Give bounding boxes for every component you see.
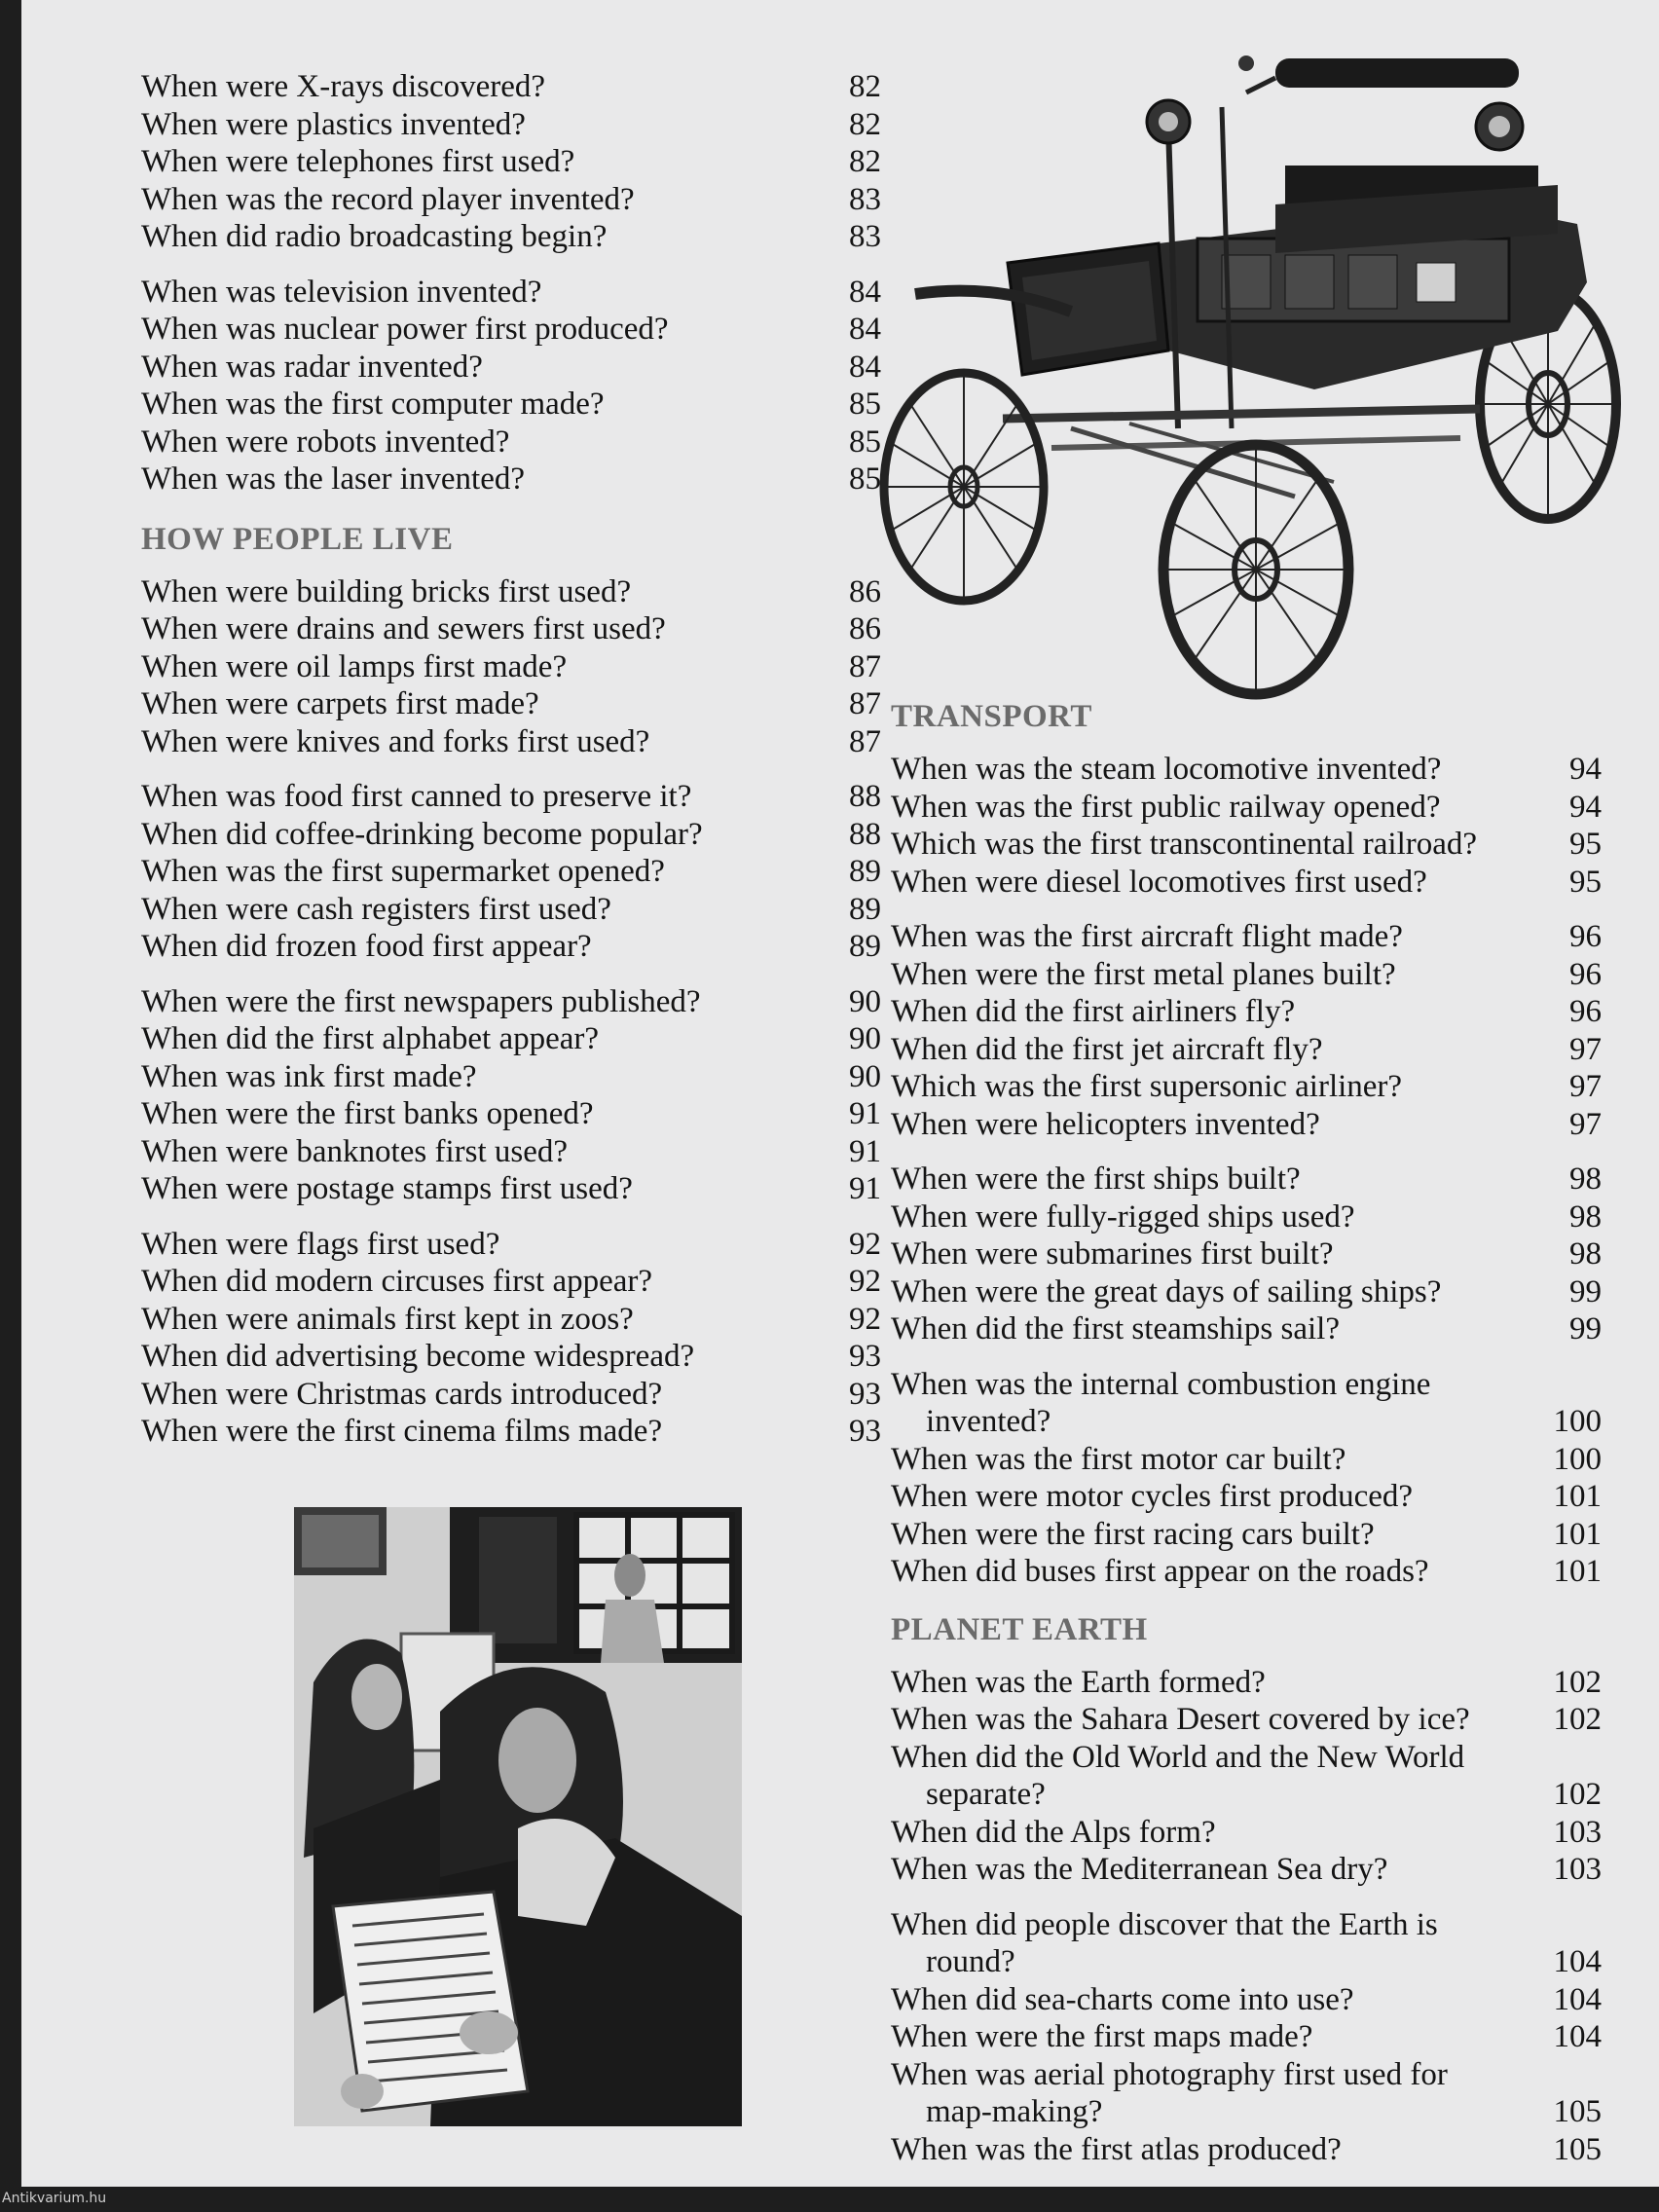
entry-question: When was the Mediterranean Sea dry? [891, 1852, 1388, 1887]
entry-page-number: 98 [1569, 1161, 1602, 1197]
contents-entry [141, 778, 881, 816]
contents-entry [141, 891, 881, 929]
entry-page-number: 101 [1553, 1516, 1602, 1552]
contents-entry [891, 864, 1602, 902]
entry-question: When was the first atlas produced? [891, 2131, 1342, 2167]
contents-entry [141, 648, 881, 686]
rear-big-wheel [1163, 445, 1348, 694]
entry-page-number: 85 [849, 424, 881, 460]
contents-entry [141, 349, 881, 387]
entry-question: When were building bricks first used? [141, 573, 632, 609]
contents-entry [891, 1031, 1602, 1069]
contents-group [891, 751, 1602, 901]
entry-question: When was the internal combustion engine [891, 1366, 1431, 1402]
entry-question: When were banknotes first used? [141, 1133, 569, 1169]
entry-question: When were animals first kept in zoos? [141, 1301, 634, 1337]
entry-page-number: 99 [1569, 1273, 1602, 1309]
entry-question: When were the first newspapers published? [141, 983, 701, 1019]
entry-page-number: 91 [849, 1133, 881, 1169]
entry-question: Which was the first supersonic airliner? [891, 1069, 1403, 1104]
contents-entry [141, 1170, 881, 1208]
contents-entry [891, 1981, 1602, 2019]
entry-question: When was the steam locomotive invented? [891, 752, 1442, 787]
section-heading-how-people-live: HOW PEOPLE LIVE [141, 521, 454, 557]
entry-page-number: 98 [1569, 1198, 1602, 1235]
entry-page-number: 92 [849, 1301, 881, 1337]
entry-page-number: 94 [1569, 789, 1602, 825]
entry-question: When did advertising become widespread? [141, 1339, 695, 1374]
entry-page-number: 102 [1553, 1702, 1602, 1737]
contents-entry [891, 1516, 1602, 1554]
contents-entry [891, 1906, 1602, 1981]
entry-page-number: 83 [849, 181, 881, 217]
contents-entry [141, 816, 881, 854]
entry-page-number: 97 [1569, 1069, 1602, 1104]
contents-group [141, 1226, 881, 1451]
entry-page-number: 93 [849, 1339, 881, 1374]
entry-page-number: 102 [1553, 1664, 1602, 1700]
contents-entry [141, 424, 881, 461]
entry-question: When were X-rays discovered? [141, 69, 546, 104]
contents-group [141, 573, 881, 761]
entry-page-number: 91 [849, 1096, 881, 1131]
contents-entry [891, 1739, 1602, 1814]
contents-group [891, 1366, 1602, 1591]
entry-question: When was the Earth formed? [891, 1664, 1266, 1700]
entry-question: When were helicopters invented? [891, 1106, 1320, 1142]
entry-page-number: 84 [849, 274, 881, 310]
entry-question: When were cash registers first used? [141, 891, 611, 927]
contents-entry [891, 2018, 1602, 2056]
entry-question: When was the first public railway opened? [891, 789, 1441, 825]
entry-question: When were fully-rigged ships used? [891, 1198, 1355, 1235]
contents-group [141, 274, 881, 498]
entry-question: When were motor cycles first produced? [891, 1479, 1414, 1514]
entry-page-number: 102 [1553, 1777, 1602, 1812]
entry-question: When was nuclear power first produced? [141, 312, 669, 347]
contents-entry [141, 610, 881, 648]
entry-page-number: 101 [1553, 1479, 1602, 1514]
entry-question-continuation: invented? [926, 1404, 1051, 1439]
entry-page-number: 88 [849, 816, 881, 852]
contents-entry [891, 1851, 1602, 1889]
entry-page-number: 82 [849, 144, 881, 179]
entry-question: When were robots invented? [141, 424, 510, 460]
entry-question: When were the first maps made? [891, 2019, 1313, 2054]
contents-entry [891, 789, 1602, 827]
contents-entry [141, 311, 881, 349]
contents-entry [891, 826, 1602, 864]
entry-page-number: 82 [849, 106, 881, 142]
contents-entry [891, 751, 1602, 789]
entry-question: When did frozen food first appear? [141, 929, 592, 964]
entry-page-number: 84 [849, 349, 881, 385]
entry-page-number: 104 [1553, 1944, 1602, 1979]
contents-group [141, 68, 881, 256]
entry-question: When did the Alps form? [891, 1814, 1216, 1850]
entry-page-number: 83 [849, 219, 881, 254]
contents-entry [141, 1376, 881, 1414]
contents-entry [141, 386, 881, 424]
entry-question: When was the first motor car built? [891, 1441, 1346, 1477]
contents-entry [891, 1235, 1602, 1273]
contents-entry [141, 143, 881, 181]
entry-page-number: 90 [849, 1021, 881, 1056]
entry-question: When was the record player invented? [141, 181, 635, 217]
entry-question: When were flags first used? [141, 1226, 500, 1262]
entry-page-number: 96 [1569, 919, 1602, 954]
contents-entry [891, 1161, 1602, 1198]
entry-question: When did modern circuses first appear? [141, 1264, 653, 1299]
entry-question: When were submarines first built? [891, 1236, 1334, 1272]
entry-page-number: 89 [849, 929, 881, 964]
front-wheel [884, 373, 1044, 601]
contents-entry [891, 1664, 1602, 1702]
entry-page-number: 87 [849, 648, 881, 684]
entry-question: When did sea-charts come into use? [891, 1981, 1354, 2017]
entry-question: When were oil lamps first made? [141, 648, 568, 684]
entry-question: When was the first computer made? [141, 387, 605, 422]
entry-question: When were the great days of sailing ships? [891, 1273, 1442, 1309]
contents-entry [141, 1263, 881, 1301]
contents-entry [891, 1198, 1602, 1236]
contents-entry [891, 2056, 1602, 2131]
entry-page-number: 93 [849, 1414, 881, 1449]
contents-entry [141, 274, 881, 312]
entry-question: When did coffee-drinking become popular? [141, 816, 703, 852]
entry-page-number: 92 [849, 1264, 881, 1299]
left-column [141, 68, 881, 1468]
entry-question-continuation: round? [926, 1944, 1015, 1979]
entry-page-number: 89 [849, 854, 881, 889]
contents-entry [891, 1366, 1602, 1441]
contents-entry [141, 1020, 881, 1058]
veteran-car-illustration [876, 39, 1636, 720]
contents-group [141, 778, 881, 966]
entry-page-number: 90 [849, 1058, 881, 1094]
contents-entry [141, 1338, 881, 1376]
entry-question: When was radar invented? [141, 349, 483, 385]
entry-page-number: 105 [1553, 2094, 1602, 2129]
entry-question: When were the first cinema films made? [141, 1414, 663, 1449]
contents-entry [141, 853, 881, 891]
entry-page-number: 100 [1553, 1404, 1602, 1439]
entry-page-number: 85 [849, 461, 881, 497]
contents-entry [891, 1814, 1602, 1852]
entry-question: When did the first airliners fly? [891, 994, 1296, 1029]
entry-question-continuation: separate? [926, 1777, 1046, 1812]
contents-entry [891, 1273, 1602, 1311]
entry-question: When were plastics invented? [141, 106, 526, 142]
contents-entry [141, 573, 881, 611]
contents-entry [891, 918, 1602, 956]
entry-page-number: 97 [1569, 1106, 1602, 1142]
contents-entry [141, 685, 881, 723]
contents-entry [891, 1478, 1602, 1516]
newspaper-readers-illustration [294, 1507, 742, 2126]
entry-question: When did the first steamships sail? [891, 1311, 1340, 1346]
contents-entry [141, 983, 881, 1021]
entry-page-number: 86 [849, 611, 881, 646]
entry-page-number: 105 [1553, 2131, 1602, 2167]
contents-entry [141, 218, 881, 256]
entry-page-number: 104 [1553, 2019, 1602, 2054]
entry-page-number: 97 [1569, 1031, 1602, 1067]
entry-question: When were the first ships built? [891, 1161, 1301, 1197]
contents-group [141, 983, 881, 1208]
entry-question: When was the first aircraft flight made? [891, 919, 1403, 954]
entry-question: Which was the first transcontinental railroad? [891, 827, 1478, 862]
entry-question: When were Christmas cards introduced? [141, 1376, 663, 1412]
entry-question: When was aerial photography first used for [891, 2056, 1448, 2092]
entry-page-number: 93 [849, 1376, 881, 1412]
entry-page-number: 99 [1569, 1311, 1602, 1346]
entry-page-number: 95 [1569, 864, 1602, 900]
entry-page-number: 90 [849, 983, 881, 1019]
entry-page-number: 87 [849, 723, 881, 759]
entry-page-number: 88 [849, 779, 881, 814]
entry-page-number: 98 [1569, 1236, 1602, 1272]
contents-entry [141, 1095, 881, 1133]
photo-bottom-border [0, 2187, 1659, 2212]
contents-entry [141, 1226, 881, 1264]
entry-page-number: 84 [849, 312, 881, 347]
entry-page-number: 103 [1553, 1852, 1602, 1887]
entry-question: When was television invented? [141, 274, 542, 310]
entry-question: When was the first supermarket opened? [141, 854, 665, 889]
entry-question: When was the laser invented? [141, 461, 526, 497]
contents-entry [891, 1441, 1602, 1479]
section-heading-transport: TRANSPORT [891, 699, 1092, 734]
contents-entry [141, 1301, 881, 1339]
entry-question: When were diesel locomotives first used? [891, 864, 1427, 900]
entry-page-number: 103 [1553, 1814, 1602, 1850]
entry-page-number: 96 [1569, 994, 1602, 1029]
contents-entry [891, 1068, 1602, 1106]
contents-entry [891, 1553, 1602, 1591]
contents-entry [891, 1310, 1602, 1348]
entry-page-number: 104 [1553, 1981, 1602, 2017]
contents-entry [141, 1413, 881, 1451]
entry-question: When were knives and forks first used? [141, 723, 650, 759]
contents-group [891, 918, 1602, 1143]
contents-entry [891, 993, 1602, 1031]
entry-page-number: 82 [849, 69, 881, 104]
contents-group [891, 1664, 1602, 1889]
contents-group [891, 1906, 1602, 2169]
contents-entry [891, 1106, 1602, 1144]
entry-question: When did the first jet aircraft fly? [891, 1031, 1323, 1067]
entry-page-number: 89 [849, 891, 881, 927]
contents-entry [141, 106, 881, 144]
entry-page-number: 101 [1553, 1554, 1602, 1589]
entry-question: When did buses first appear on the roads? [891, 1554, 1429, 1589]
entry-page-number: 86 [849, 573, 881, 609]
watermark: Antikvarium.hu [2, 2191, 107, 2206]
entry-question: When were postage stamps first used? [141, 1171, 633, 1206]
contents-entry [141, 181, 881, 219]
contents-entry [141, 1058, 881, 1096]
contents-entry [891, 2131, 1602, 2169]
entry-question: When was food first canned to preserve it? [141, 779, 692, 814]
contents-group [891, 1161, 1602, 1348]
entry-question: When did people discover that the Earth is [891, 1906, 1438, 1942]
entry-question: When were telephones first used? [141, 144, 575, 179]
entry-question: When were carpets first made? [141, 686, 539, 721]
entry-page-number: 94 [1569, 752, 1602, 787]
entry-question: When were drains and sewers first used? [141, 611, 666, 646]
section-heading-planet-earth: PLANET EARTH [891, 1611, 1148, 1647]
entry-question: When were the first banks opened? [141, 1096, 594, 1131]
contents-entry [141, 68, 881, 106]
contents-entry [141, 723, 881, 761]
entry-page-number: 96 [1569, 956, 1602, 992]
contents-entry [891, 956, 1602, 994]
entry-question: When was the Sahara Desert covered by ice? [891, 1702, 1470, 1737]
entry-question-continuation: map-making? [926, 2094, 1103, 2129]
contents-entry [141, 461, 881, 498]
contents-entry [141, 1133, 881, 1171]
entry-question: When did radio broadcasting begin? [141, 219, 608, 254]
entry-page-number: 95 [1569, 827, 1602, 862]
entry-question: When was ink first made? [141, 1058, 477, 1094]
entry-page-number: 85 [849, 387, 881, 422]
entry-question: When were the first racing cars built? [891, 1516, 1375, 1552]
entry-question: When did the first alphabet appear? [141, 1021, 600, 1056]
contents-entry [141, 928, 881, 966]
contents-entry [891, 1701, 1602, 1739]
entry-page-number: 87 [849, 686, 881, 721]
entry-page-number: 92 [849, 1226, 881, 1262]
entry-question: When did the Old World and the New World [891, 1739, 1465, 1775]
right-column [891, 699, 1602, 2186]
entry-question: When were the first metal planes built? [891, 956, 1396, 992]
entry-page-number: 91 [849, 1171, 881, 1206]
entry-page-number: 100 [1553, 1441, 1602, 1477]
